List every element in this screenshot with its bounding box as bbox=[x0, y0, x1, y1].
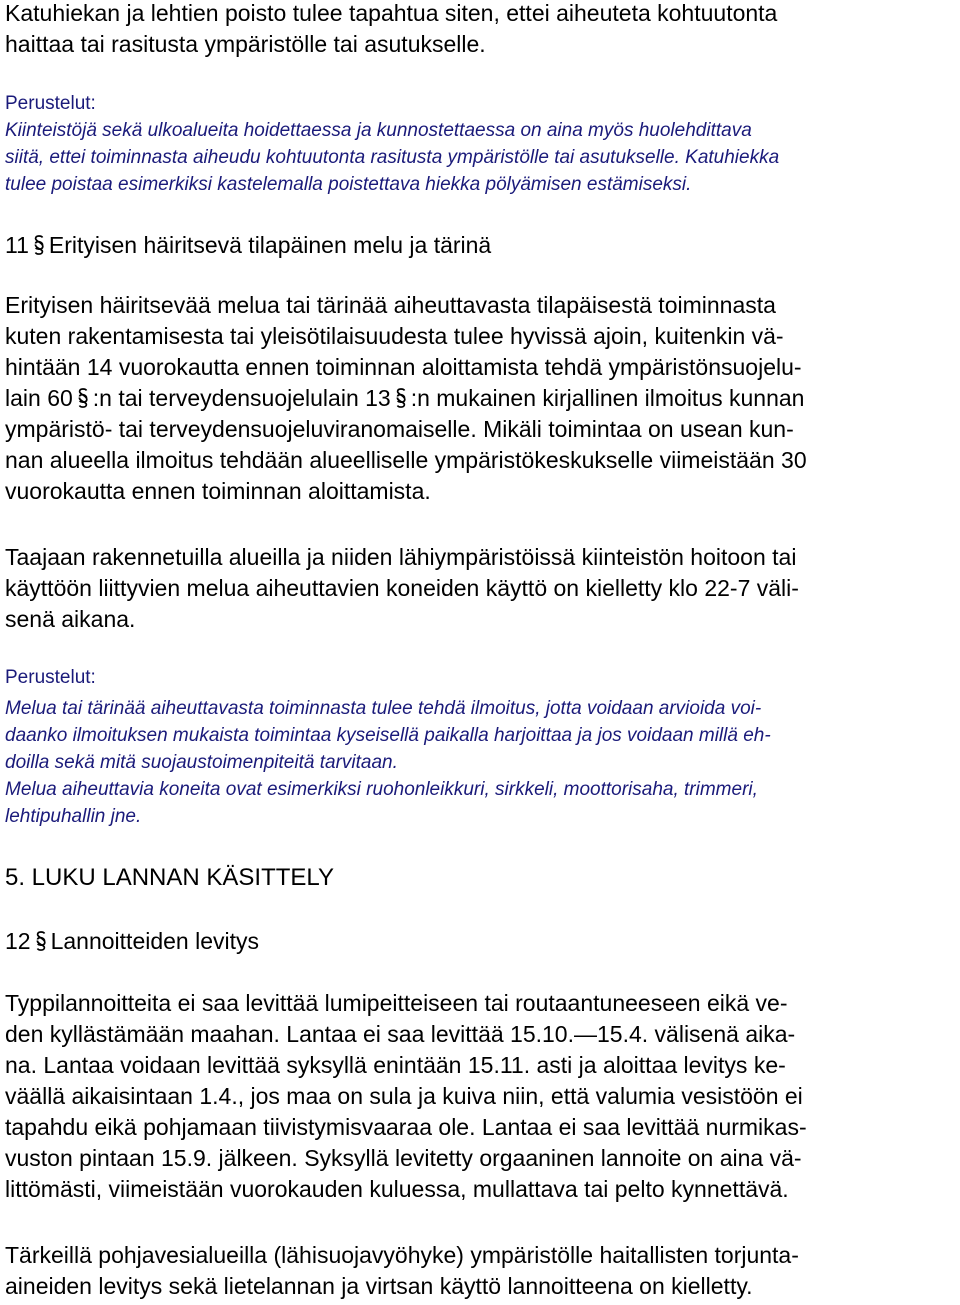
paragraph-line: Tärkeillä pohjavesialueilla (lähisuojavyöhyke) ympäristölle haitallisten torjunta- bbox=[5, 1242, 799, 1268]
section-sign-icon bbox=[394, 387, 408, 409]
section-heading-11 bbox=[5, 234, 491, 257]
rationale-line: Melua aiheuttavia koneita ovat esimerkiksi ruohonleikkuri, sirkkeli, moottorisaha, trimmeri, bbox=[5, 779, 758, 800]
rationale-line: daanko ilmoituksen mukaista toimintaa kyseisellä paikalla harjoittaa ja jos voidaan millä eh- bbox=[5, 725, 771, 746]
paragraph-line: haittaa tai rasitusta ympäristölle tai asutukselle. bbox=[5, 31, 486, 57]
section-heading-12 bbox=[5, 930, 259, 953]
paragraph-line: väällä aikaisintaan 1.4., jos maa on sula ja kuiva niin, että valumia vesistöön ei bbox=[5, 1083, 803, 1109]
rationale-line: Kiinteistöjä sekä ulkoalueita hoidettaessa ja kunnostettaessa on aina myös huolehdittava bbox=[5, 120, 752, 141]
chapter-heading: 5. LUKU LANNAN KÄSITTELY bbox=[5, 864, 334, 891]
rationale-line: lehtipuhallin jne. bbox=[5, 806, 142, 827]
paragraph-line: littömästi, viimeistään vuorokauden kuluessa, mullattava tai pelto kynnettävä. bbox=[5, 1176, 789, 1202]
text-fragment: lain 60 bbox=[5, 385, 73, 411]
paragraph-line: Taajaan rakennetuilla alueilla ja niiden lähiympäristöissä kiinteistön hoitoon tai bbox=[5, 544, 797, 570]
paragraph-line: aineiden levitys sekä lietelannan ja virtsan käyttö lannoitteena on kielletty. bbox=[5, 1273, 753, 1299]
paragraph-line: käyttöön liittyvien melua aiheuttavien koneiden käyttö on kielletty klo 22-7 väli- bbox=[5, 575, 799, 601]
paragraph-line: ympäristö- tai terveydensuojeluviranomaiselle. Mikäli toimintaa on usean kun- bbox=[5, 416, 794, 442]
paragraph-line: den kyllästämään maahan. Lantaa ei saa levittää 15.10.—15.4. välisenä aika- bbox=[5, 1021, 796, 1047]
paragraph-line: senä aikana. bbox=[5, 606, 136, 632]
rationale-heading: Perustelut: bbox=[5, 667, 96, 688]
section-sign-icon bbox=[34, 930, 48, 952]
paragraph-line bbox=[5, 387, 804, 410]
paragraph-line: na. Lantaa voidaan levittää syksyllä enintään 15.11. asti ja aloittaa levitys ke- bbox=[5, 1052, 786, 1078]
text-fragment: :n mukainen kirjallinen ilmoitus kunnan bbox=[410, 385, 805, 411]
rationale-line: siitä, ettei toiminnasta aiheudu kohtuutonta rasitusta ympäristölle tai asutukselle. Katuhiekka bbox=[5, 147, 780, 168]
rationale-heading: Perustelut: bbox=[5, 93, 96, 114]
section-number: 12 bbox=[5, 928, 31, 954]
paragraph-line: nan alueella ilmoitus tehdään alueelliselle ympäristökeskukselle viimeistään 30 bbox=[5, 447, 807, 473]
paragraph-line: hintään 14 vuorokautta ennen toiminnan aloittamista tehdä ympäristönsuojelu- bbox=[5, 354, 802, 380]
text-fragment: :n tai terveydensuojelulain 13 bbox=[92, 385, 391, 411]
rationale-line: tulee poistaa esimerkiksi kastelemalla poistettava hiekka pölyämisen estämiseksi. bbox=[5, 174, 692, 195]
paragraph-line: Katuhiekan ja lehtien poisto tulee tapahtua siten, ettei aiheuteta kohtuutonta bbox=[5, 0, 778, 26]
paragraph-line: vuorokautta ennen toiminnan aloittamista. bbox=[5, 478, 431, 504]
rationale-line: doilla sekä mitä suojaustoimenpiteitä tarvitaan. bbox=[5, 752, 398, 773]
rationale-line: Melua tai tärinää aiheuttavasta toiminnasta tulee tehdä ilmoitus, jotta voidaan arvioida voi- bbox=[5, 698, 762, 719]
section-title: Erityisen häiritsevä tilapäinen melu ja tärinä bbox=[48, 232, 492, 258]
section-sign-icon bbox=[76, 387, 90, 409]
section-sign-icon bbox=[32, 234, 46, 256]
paragraph-line: kuten rakentamisesta tai yleisötilaisuudesta tulee hyvissä ajoin, kuitenkin vä- bbox=[5, 323, 784, 349]
section-title: Lannoitteiden levitys bbox=[50, 928, 260, 954]
paragraph-line: vuston pintaan 15.9. jälkeen. Syksyllä levitetty orgaaninen lannoite on aina vä- bbox=[5, 1145, 802, 1171]
section-number: 11 bbox=[5, 232, 29, 258]
paragraph-line: Typpilannoitteita ei saa levittää lumipeitteiseen tai routaantuneeseen eikä ve- bbox=[5, 990, 788, 1016]
paragraph-line: tapahdu eikä pohjamaan tiivistymisvaaraa ole. Lantaa ei saa levittää nurmikas- bbox=[5, 1114, 807, 1140]
paragraph-line: Erityisen häiritsevää melua tai tärinää aiheuttavasta tilapäisestä toiminnasta bbox=[5, 292, 776, 318]
